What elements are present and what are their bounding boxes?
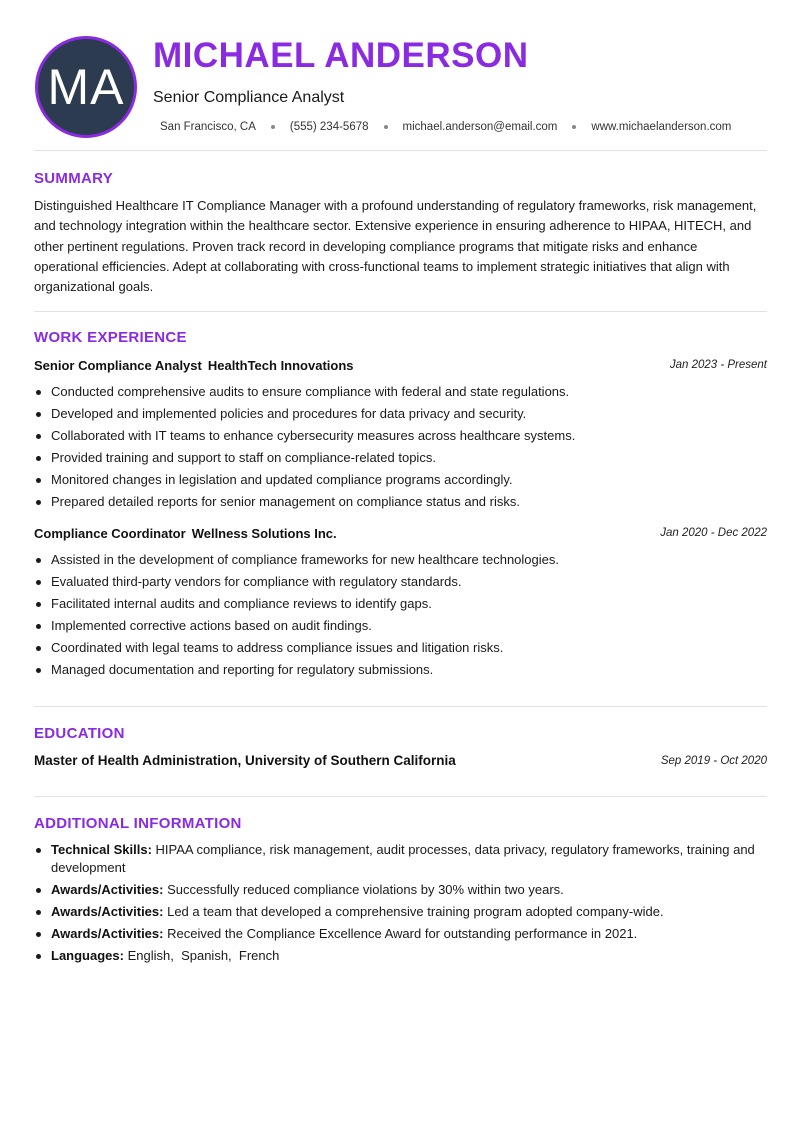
job-company: HealthTech Innovations [207, 358, 354, 373]
avatar-initials: MA [47, 59, 125, 115]
job-bullet-list [34, 549, 764, 681]
job-bullet: Assisted in the development of compliance frameworks for new healthcare technologies. [34, 549, 764, 571]
additional-info-list [34, 841, 764, 969]
divider [34, 150, 767, 151]
job-date: Jan 2020 - Dec 2022 [660, 527, 767, 539]
candidate-name: MICHAEL ANDERSON [153, 36, 529, 75]
job-bullet: Monitored changes in legislation and updated compliance programs accordingly. [34, 469, 764, 491]
job-company: Wellness Solutions Inc. [191, 526, 337, 541]
job-bullet: Provided training and support to staff on compliance-related topics. [34, 447, 764, 469]
info-label: Awards/Activities: [51, 882, 164, 897]
separator-dot [384, 125, 388, 129]
education-heading: EDUCATION [34, 725, 125, 742]
summary-text: Distinguished Healthcare IT Compliance Manager with a profound understanding of regulatory frameworks, risk management, and technology integration within the healthcare sector. Extensive experience in ensuring adherence to HIPAA, HITECH, and other pertinent regulations. Proven track record in developing compliance programs that mitigate risks and enhance operational efficiencies. Adept at collaborating with cross-functional teams to implement strategic initiatives that align with organizational goals. [34, 198, 757, 295]
job-bullet: Managed documentation and reporting for regulatory submissions. [34, 659, 764, 681]
job-date: Jan 2023 - Present [669, 359, 767, 371]
education-date: Sep 2019 - Oct 2020 [660, 755, 767, 767]
job-bullet: Implemented corrective actions based on audit findings. [34, 615, 764, 637]
job-bullet: Prepared detailed reports for senior management on compliance status and risks. [34, 491, 764, 513]
info-item-technical-skills [34, 841, 764, 877]
contact-website[interactable]: www.michaelanderson.com [591, 121, 732, 133]
job-bullet: Conducted comprehensive audits to ensure compliance with federal and state regulations. [34, 381, 764, 403]
info-label: Languages: [51, 948, 124, 963]
info-item-award [34, 903, 764, 921]
divider [34, 311, 767, 312]
info-label: Awards/Activities: [51, 926, 164, 941]
job-title: Compliance Coordinator [34, 526, 186, 541]
separator-dot [271, 125, 275, 129]
info-item-languages [34, 947, 764, 965]
education-entry [34, 753, 767, 768]
info-item-award [34, 881, 764, 899]
info-text: English, Spanish, French [127, 948, 280, 963]
education-degree: Master of Health Administration, University of Southern California [34, 753, 456, 768]
job-bullet: Facilitated internal audits and compliance reviews to identify gaps. [34, 593, 764, 615]
info-item-award [34, 925, 764, 943]
info-text: Received the Compliance Excellence Award for outstanding performance in 2021. [167, 926, 638, 941]
candidate-role: Senior Compliance Analyst [153, 89, 345, 106]
job-bullet: Evaluated third-party vendors for compliance with regulatory standards. [34, 571, 764, 593]
contact-phone[interactable]: (555) 234-5678 [289, 121, 369, 133]
info-text: Led a team that developed a comprehensive training program adopted company-wide. [167, 904, 664, 919]
work-experience-heading: WORK EXPERIENCE [34, 329, 187, 346]
contact-location: San Francisco, CA [160, 121, 256, 133]
job-bullet: Coordinated with legal teams to address compliance issues and litigation risks. [34, 637, 764, 659]
job-bullet: Collaborated with IT teams to enhance cybersecurity measures across healthcare systems. [34, 425, 764, 447]
info-text: HIPAA compliance, risk management, audit processes, data privacy, regulatory frameworks, training and development [51, 842, 755, 875]
job-bullet-list [34, 381, 764, 513]
job-header [34, 358, 767, 376]
divider [34, 796, 767, 797]
info-label: Awards/Activities: [51, 904, 164, 919]
job-title: Senior Compliance Analyst [34, 358, 202, 373]
separator-dot [572, 125, 576, 129]
contact-bar [160, 121, 731, 133]
job-header [34, 526, 767, 544]
summary-heading: SUMMARY [34, 170, 114, 187]
divider [34, 706, 767, 707]
info-text: Successfully reduced compliance violations by 30% within two years. [167, 882, 564, 897]
info-label: Technical Skills: [51, 842, 152, 857]
additional-info-heading: ADDITIONAL INFORMATION [34, 815, 242, 832]
avatar [35, 36, 137, 138]
job-bullet: Developed and implemented policies and procedures for data privacy and security. [34, 403, 764, 425]
contact-email[interactable]: michael.anderson@email.com [402, 121, 558, 133]
